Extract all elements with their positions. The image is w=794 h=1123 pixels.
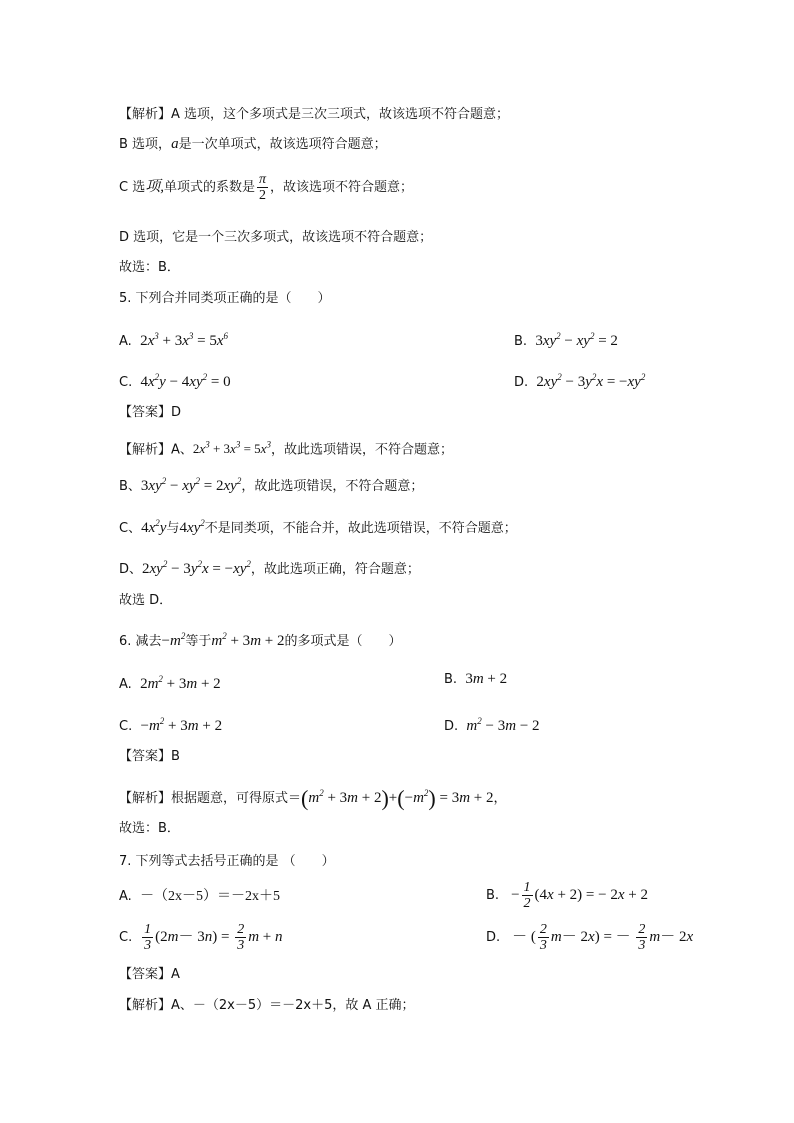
q4-analysis-a: 【解析】A 选项，这个多项式是三次三项式，故该选项不符合题意；: [119, 107, 510, 122]
q7-option-c: C. $\frac{1}{3}$ (2m－ 3n) = $\frac{2}{3}$ m + n: [119, 922, 283, 953]
q5-choice: 故选 D．: [119, 593, 173, 608]
q5-option-c: C. $4x^2y - 4xy^2 = 0$: [119, 372, 231, 390]
q4-analysis-b: B 选项，a是一次单项式，故该选项符合题意；: [119, 136, 387, 152]
q6-stem: 6. 减去$-m^2$等于$m^2 + 3m + 2$的多项式是（ ）: [119, 631, 402, 649]
q5-option-d: D. $2xy^2 - 3y^2x = -xy^2$: [514, 372, 646, 390]
q5-option-b: B. $3xy^2 - xy^2 = 2$: [514, 331, 618, 349]
q6-option-c: C. $-m^2 + 3m + 2$: [119, 716, 223, 734]
q6-choice: 故选：B．: [119, 821, 180, 836]
q5-answer: 【答案】D: [119, 405, 182, 420]
q6-option-d: D. $m^2 - 3m - 2$: [444, 716, 540, 734]
q5-exp-c: C、$4x^2y$与$4xy^2$不是同类项，不能合并，故此选项错误，不符合题意；: [119, 518, 517, 536]
q4-choice: 故选：B．: [119, 260, 180, 275]
q7-exp-a: 【解析】A、－（2x－5）＝－2x＋5，故 A 正确；: [119, 998, 415, 1013]
q5-option-a: A. $2x^3 + 3x^3 = 5x^6$: [119, 331, 229, 349]
q7-option-b: B. − $\frac{1}{2}$ (4x + 2) = − 2x + 2: [486, 880, 648, 911]
q7-option-a: A. －（2x－5）＝－2x＋5: [119, 889, 281, 904]
q5-exp-b: B、$3xy^2 - xy^2 = 2xy^2$，故此选项错误，不符合题意；: [119, 476, 424, 494]
q5-stem: 5. 下列合并同类项正确的是（ ）: [119, 291, 331, 306]
q6-option-b: B. 3m + 2: [444, 671, 508, 687]
q4-analysis-c: C 选项,单项式的系数是 $\frac{\pi}{2}$ ，故该选项不符合题意；: [119, 172, 414, 203]
q5-exp-a: 【解析】A、$2x^3 + 3x^3 = 5x^3$，故此选项错误，不符合题意；: [119, 440, 453, 458]
q6-answer: 【答案】B: [119, 749, 180, 764]
q7-answer: 【答案】A: [119, 967, 180, 982]
q5-exp-d: D、$2xy^2 - 3y^2x = -xy^2$，故此选项正确，符合题意；: [119, 559, 420, 577]
q6-exp: 【解析】根据题意，可得原式$=(m^2 + 3m + 2)+(-m^2) = 3m + 2$，: [119, 785, 507, 811]
q7-stem: 7. 下列等式去括号正确的是 （ ）: [119, 854, 335, 869]
q7-option-d: D. － ( $\frac{2}{3}$ m－ 2x) = － $\frac{2}{3}$ m－ 2x: [486, 922, 694, 953]
q4-analysis-d: D 选项，它是一个三次多项式，故该选项不符合题意；: [119, 230, 433, 245]
q6-option-a: A. $2m^2 + 3m + 2$: [119, 674, 221, 692]
